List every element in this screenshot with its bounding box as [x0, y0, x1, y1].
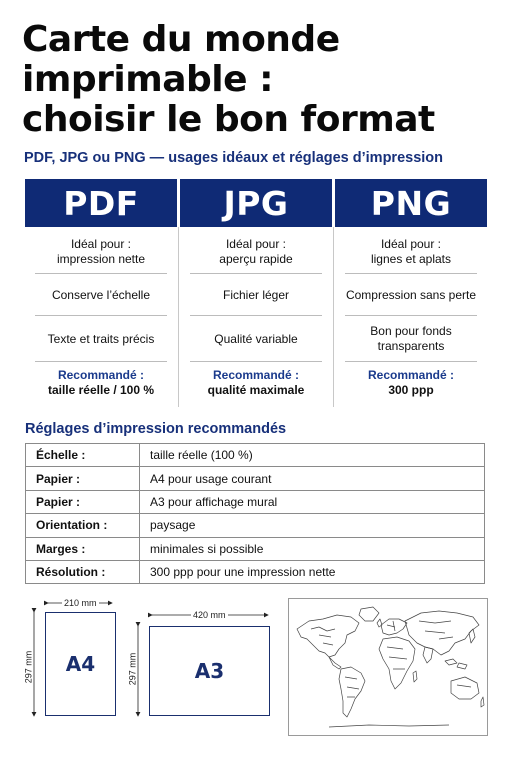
setting-key: Orientation :: [26, 514, 140, 537]
table-row: [26, 467, 485, 490]
format-header: JPG: [180, 179, 332, 227]
reco-value: 300 ppp: [388, 383, 434, 397]
setting-key: Résolution :: [26, 560, 140, 583]
title-line: imprimable :: [22, 59, 273, 100]
setting-value: 300 ppp pour une impression nette: [140, 560, 485, 583]
row-divider: [35, 273, 167, 274]
table-row: [26, 560, 485, 583]
table-row: [26, 490, 485, 513]
world-map-icon: [289, 599, 487, 735]
format-use: Idéal pour : lignes et aplats: [370, 237, 452, 266]
a4-height-label: 297 mm: [23, 650, 34, 684]
row-divider: [35, 361, 167, 362]
row-divider: [345, 315, 477, 316]
format-feature: Compression sans perte: [345, 287, 477, 302]
format-header: PNG: [335, 179, 487, 227]
format-use: Idéal pour : impression nette: [56, 237, 146, 266]
setting-key: Marges :: [26, 537, 140, 560]
format-feature: Fichier léger: [222, 287, 290, 302]
reco-value: qualité maximale: [207, 383, 305, 397]
row-divider: [190, 361, 322, 362]
format-use: Idéal pour : aperçu rapide: [219, 237, 293, 266]
format-recommendation: [190, 363, 322, 403]
column-divider: [333, 227, 334, 407]
setting-value: taille réelle (100 %): [140, 444, 485, 467]
page-subtitle: PDF, JPG ou PNG — usages idéaux et réglages d’impression: [24, 150, 444, 166]
format-feature: Conserve l’échelle: [51, 287, 151, 302]
format-recommendation: [345, 363, 477, 403]
format-column-png: [335, 179, 487, 407]
setting-value: paysage: [140, 514, 485, 537]
row-divider: [345, 361, 477, 362]
setting-key: Papier :: [26, 467, 140, 490]
reco-value: taille réelle / 100 %: [47, 383, 155, 397]
format-feature: Qualité variable: [214, 331, 298, 346]
format-recommendation: [35, 363, 167, 403]
setting-value: A4 pour usage courant: [140, 467, 485, 490]
reco-label: Recommandé :: [367, 368, 455, 382]
a3-height-label: 297 mm: [127, 652, 138, 686]
table-row: [26, 444, 485, 467]
setting-value: A3 pour affichage mural: [140, 490, 485, 513]
a4-width-label: 210 mm: [64, 598, 97, 608]
format-column-pdf: [25, 179, 177, 407]
reco-label: Recommandé :: [212, 368, 300, 382]
world-map-frame: [288, 598, 488, 736]
a4-label: A4: [65, 652, 96, 676]
format-comparison: [25, 179, 487, 407]
row-divider: [190, 315, 322, 316]
a3-width-label: 420 mm: [193, 610, 226, 620]
setting-key: Papier :: [26, 490, 140, 513]
title-line: Carte du monde: [22, 19, 340, 60]
a3-paper: [149, 626, 270, 716]
row-divider: [35, 315, 167, 316]
row-divider: [190, 273, 322, 274]
setting-key: Échelle :: [26, 444, 140, 467]
reco-label: Recommandé :: [57, 368, 144, 382]
a3-label: A3: [194, 659, 225, 683]
a4-paper: [45, 612, 116, 716]
row-divider: [345, 273, 477, 274]
format-feature: Texte et traits précis: [47, 331, 155, 346]
format-column-jpg: [180, 179, 332, 407]
table-row: [26, 537, 485, 560]
settings-title: Réglages d’impression recommandés: [25, 421, 287, 437]
format-feature: Bon pour fonds transparents: [370, 324, 452, 353]
table-row: [26, 514, 485, 537]
title-line: choisir le bon format: [22, 99, 435, 140]
format-header: PDF: [25, 179, 177, 227]
settings-table: [25, 443, 485, 584]
page-title: [22, 20, 502, 140]
column-divider: [178, 227, 179, 407]
setting-value: minimales si possible: [140, 537, 485, 560]
